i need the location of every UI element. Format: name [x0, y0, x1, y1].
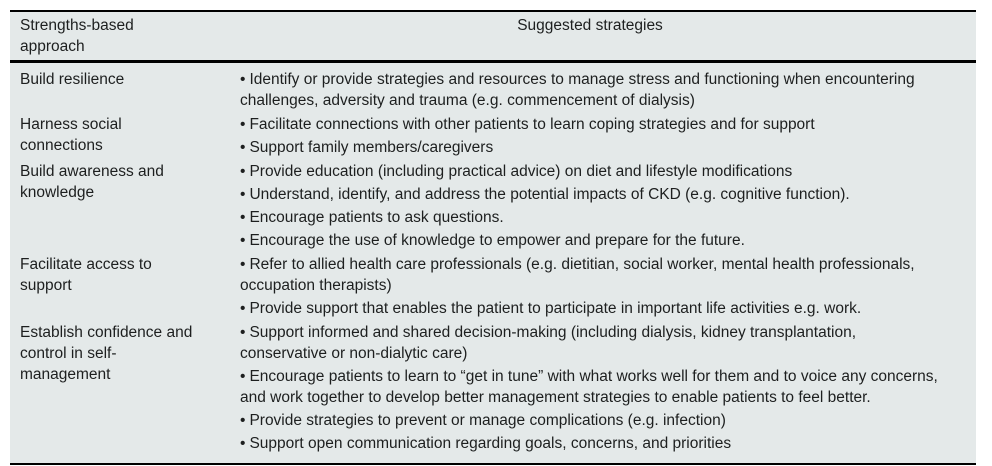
bullet-marker: • [240, 116, 246, 133]
table-row [10, 111, 976, 158]
table-body [10, 63, 976, 463]
strategy-text: Support family members/caregivers [249, 139, 494, 156]
strategy-item [240, 69, 940, 111]
strategy-text: Encourage the use of knowledge to empower and prepare for the future. [249, 232, 745, 249]
strategy-item [240, 207, 940, 228]
strategy-item [240, 433, 940, 454]
approach-cell: Build resilience [20, 71, 125, 88]
approach-cell: Facilitate access to support [20, 256, 152, 294]
header-strategies: Suggested strategies [517, 17, 663, 34]
strategies-cell [240, 161, 976, 251]
bullet-marker: • [240, 232, 246, 249]
strategy-item [240, 298, 940, 319]
strategy-text: Refer to allied health care professionals (e.g. dietitian, social worker, mental health professionals, occupation therapists) [240, 256, 915, 294]
header-approach: Strengths-based approach [20, 17, 134, 55]
table-row [10, 319, 976, 454]
strategy-item [240, 254, 940, 296]
strategy-text: Identify or provide strategies and resources to manage stress and functioning when encountering challenges, adversity and trauma (e.g. commencement of dialysis) [240, 71, 915, 109]
strategy-text: Support informed and shared decision-making (including dialysis, kidney transplantation, conservative or non-dialytic care) [240, 324, 856, 362]
strategy-item [240, 410, 940, 431]
strategy-item [240, 184, 940, 205]
table-row [10, 158, 976, 251]
bullet-marker: • [240, 300, 246, 317]
bullet-marker: • [240, 71, 246, 88]
bullet-marker: • [240, 139, 246, 156]
strategy-text: Provide support that enables the patient to participate in important life activities e.g. work. [249, 300, 862, 317]
strategy-text: Provide education (including practical advice) on diet and lifestyle modifications [249, 163, 793, 180]
strategy-text: Understand, identify, and address the potential impacts of CKD (e.g. cognitive function). [249, 186, 850, 203]
bullet-marker: • [240, 163, 246, 180]
approach-cell: Harness social connections [20, 116, 122, 154]
bullet-marker: • [240, 412, 246, 429]
strategies-cell [240, 114, 976, 158]
bullet-marker: • [240, 256, 246, 273]
strategy-text: Facilitate connections with other patients to learn coping strategies and for support [249, 116, 815, 133]
strategies-cell [240, 254, 976, 319]
strategy-item [240, 137, 940, 158]
strategy-item [240, 114, 940, 135]
bullet-marker: • [240, 324, 246, 341]
strategy-item [240, 161, 940, 182]
strategy-text: Encourage patients to ask questions. [249, 209, 504, 226]
bullet-marker: • [240, 186, 246, 203]
strategy-text: Encourage patients to learn to “get in tune” with what works well for them and to voice any concerns, and work together to develop better management strategies to enable patients to feel better. [240, 368, 938, 406]
table-row [10, 66, 976, 111]
strategy-item [240, 230, 940, 251]
strategy-item [240, 366, 940, 408]
bullet-marker: • [240, 435, 246, 452]
bullet-marker: • [240, 209, 246, 226]
table-row [10, 251, 976, 319]
strategy-item [240, 322, 940, 364]
strategy-text: Provide strategies to prevent or manage complications (e.g. infection) [249, 412, 726, 429]
strengths-strategies-table [10, 10, 976, 465]
strategies-cell [240, 322, 976, 454]
bullet-marker: • [240, 368, 246, 385]
strategy-text: Support open communication regarding goals, concerns, and priorities [249, 435, 732, 452]
table-header-row [10, 12, 976, 63]
approach-cell: Build awareness and knowledge [20, 163, 164, 201]
approach-cell: Establish confidence and control in self-management [20, 324, 193, 383]
strategies-cell [240, 69, 976, 111]
